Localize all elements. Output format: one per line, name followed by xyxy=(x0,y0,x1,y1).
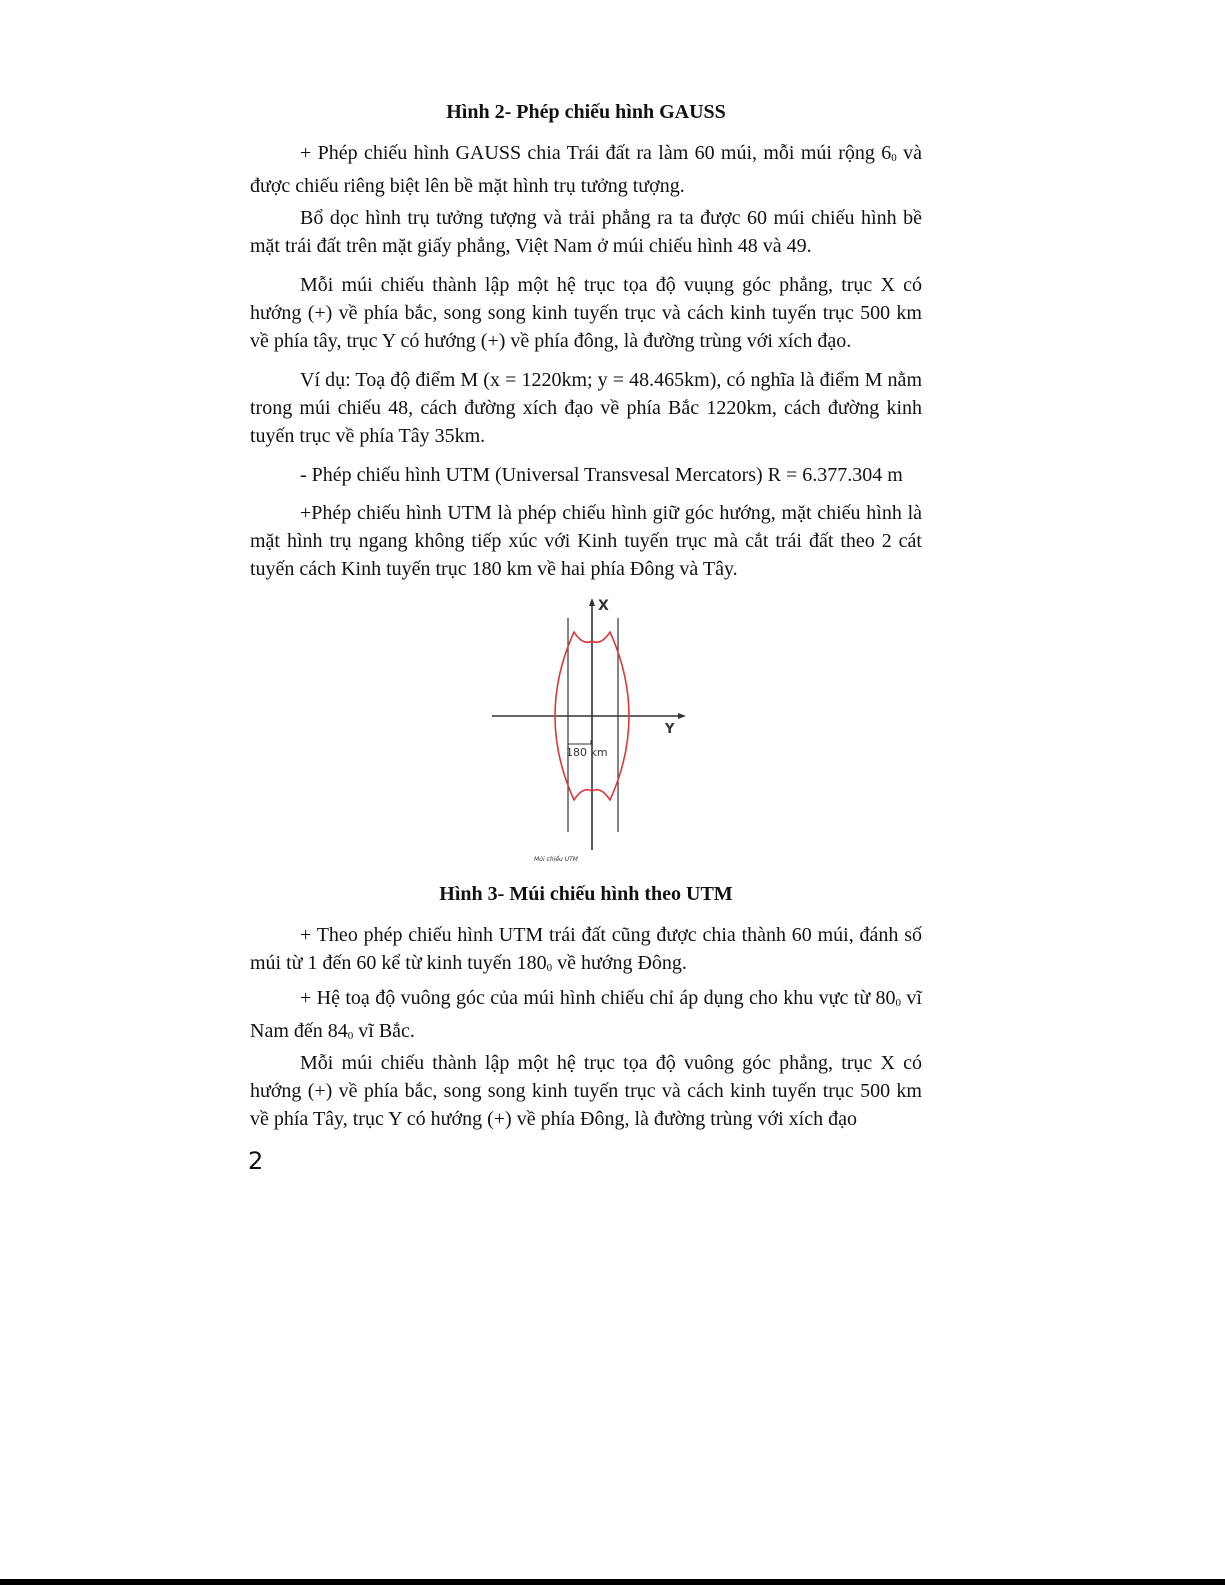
paragraph-example: Ví dụ: Toạ độ điểm M (x = 1220km; y = 48.465km), có nghĩa là điểm M nằm trong múi chiếu 48, cách đường xích đạo về phía Bắc 1220km, cách đường kinh tuyến trục về phía Tây 35km. xyxy=(250,369,922,447)
p1-text: + Phép chiếu hình GAUSS chia Trái đất ra làm 60 múi, mỗi múi rộng 6 xyxy=(300,142,892,164)
page-bottom-border xyxy=(0,1579,1225,1585)
distance-label: 180 km xyxy=(566,746,608,759)
p1-text-2: và được chiếu riêng biệt lên bề mặt hình trụ tưởng tượng. xyxy=(250,142,922,197)
figure-small-caption: Múi chiếu UTM xyxy=(534,856,578,863)
p8-text: + Hệ toạ độ vuông góc của múi hình chiếu chỉ áp dụng cho khu vực từ 80 xyxy=(300,987,896,1009)
x-axis-arrow xyxy=(589,598,595,606)
page-number: 2 xyxy=(248,1147,264,1175)
y-axis-arrow xyxy=(678,713,686,719)
x-axis-label: X xyxy=(598,598,609,614)
y-axis-label: Y xyxy=(665,722,675,737)
degree-sub: 0 xyxy=(891,152,897,164)
figure-2-caption: Hình 2- Phép chiếu hình GAUSS xyxy=(446,101,726,123)
utm-zone-figure xyxy=(480,592,700,872)
degree-sub: 0 xyxy=(546,962,553,974)
paragraph-utm-description: +Phép chiếu hình UTM là phép chiếu hình giữ góc hướng, mặt chiếu hình là mặt hình trụ ngang không tiếp xúc với Kinh tuyến trục mà cắt trái đất theo 2 cát tuyến cách Kinh tuyến trục 180 km về hai phía Đông và Tây. xyxy=(250,502,922,580)
paragraph-latitude-range xyxy=(250,984,922,1050)
paragraph-utm-zones xyxy=(250,921,922,982)
paragraph-gauss-axes: Mỗi múi chiếu thành lập một hệ trục tọa độ vuụng góc phẳng, trục X có hướng (+) về phía bắc, song song kinh tuyến trục và cách kinh tuyến trục 500 km về phía tây, trục Y có hướng (+) về phía đông, là đường trùng với xích đạo. xyxy=(250,274,922,352)
p7-text-2: về hướng Đông. xyxy=(552,952,687,974)
p7-text: + Theo phép chiếu hình UTM trái đất cũng được chia thành 60 múi, đánh số múi từ 1 đến 60 kể từ kinh tuyến 180 xyxy=(250,924,922,974)
degree-sub: 0 xyxy=(895,997,902,1009)
paragraph-utm-definition: - Phép chiếu hình UTM (Universal Transvesal Mercators) R = 6.377.304 m xyxy=(300,464,903,486)
figure-lines xyxy=(492,598,686,850)
paragraph-gauss-zones xyxy=(250,139,922,200)
degree-sub-2: 0 xyxy=(347,1030,354,1042)
p8-text-3: vĩ Bắc. xyxy=(353,1020,415,1042)
figure-3-caption: Hình 3- Múi chiếu hình theo UTM xyxy=(439,883,733,905)
distance-bracket xyxy=(568,740,591,744)
paragraph-unroll-cylinder: Bổ dọc hình trụ tưởng tượng và trải phẳng ra ta được 60 múi chiếu hình bề mặt trái đất trên mặt giấy phẳng, Việt Nam ở múi chiếu hình 48 và 49. xyxy=(250,207,922,257)
paragraph-utm-axes: Mỗi múi chiếu thành lập một hệ trục tọa độ vuông góc phẳng, trục X có hướng (+) về phía bắc, song song kinh tuyến trục và cách kinh tuyến trục 500 km về phía Tây, trục Y có hướng (+) về phía Đông, là đường trùng với xích đạo xyxy=(250,1052,922,1130)
p8-text-2: vĩ Nam đến 84 xyxy=(250,987,922,1042)
